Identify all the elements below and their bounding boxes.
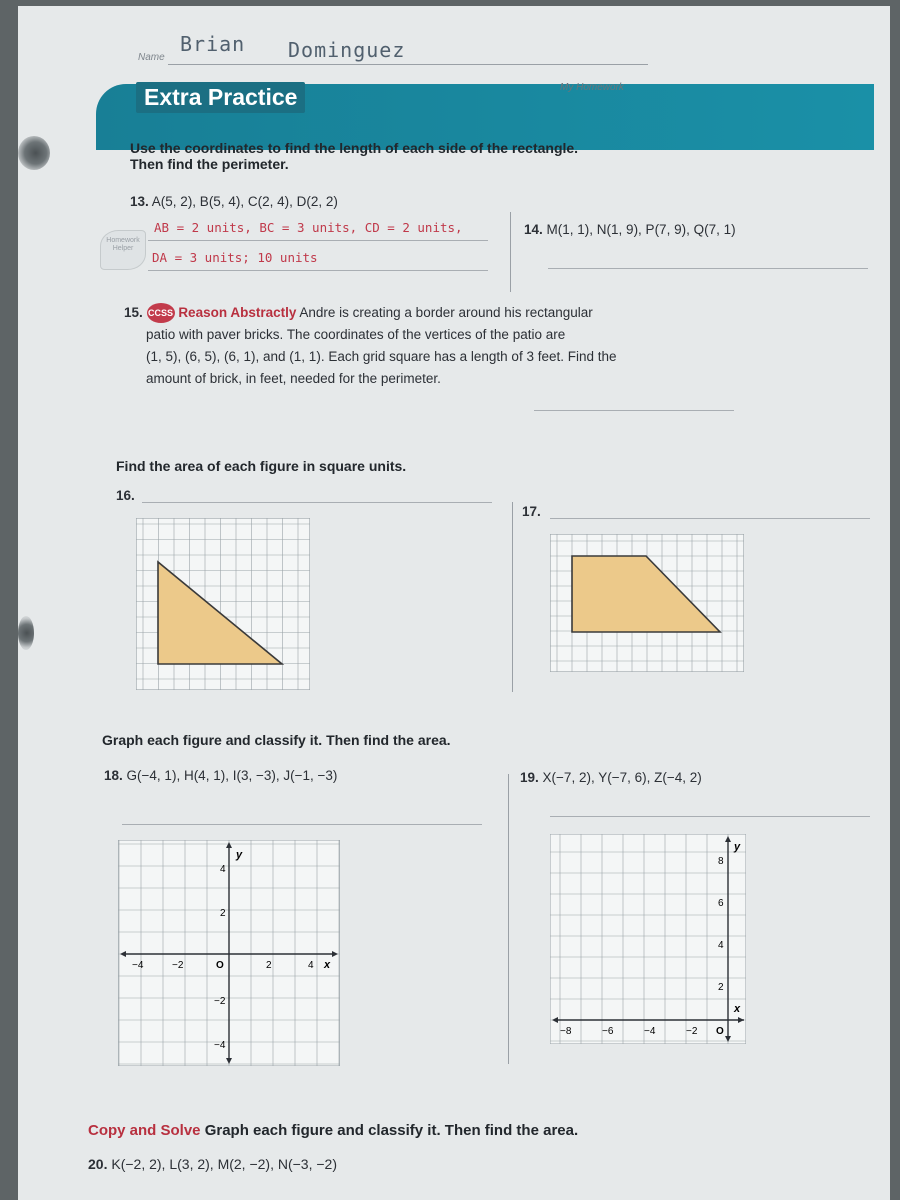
problem-number: 18.	[104, 768, 123, 783]
name-row	[138, 32, 698, 72]
x-tick-label: −6	[602, 1026, 614, 1037]
figure-17-grid	[550, 534, 744, 672]
answer-13-line1: AB = 2 units, BC = 3 units, CD = 2 units,	[154, 220, 463, 235]
answer-13-line2: DA = 3 units; 10 units	[152, 250, 318, 265]
column-divider	[508, 774, 509, 1064]
problem-number: 15.	[124, 305, 143, 320]
instruction-line: Use the coordinates to find the length of each side of the rectangle.	[130, 140, 579, 156]
answer-line	[550, 816, 870, 817]
y-tick-label: 4	[220, 864, 226, 875]
problem-text: patio with paver bricks. The coordinates of the vertices of the patio are	[146, 327, 566, 342]
problem-19	[520, 770, 702, 785]
homework-helper-badge: Homework Helper	[100, 230, 146, 270]
problem-text: G(−4, 1), H(4, 1), I(3, −3), J(−1, −3)	[126, 768, 338, 783]
answer-line	[142, 502, 492, 503]
instruction-text: Graph each figure and classify it. Then find the area.	[204, 1122, 579, 1139]
answer-line	[548, 268, 868, 269]
problem-17-number: 17.	[522, 504, 541, 519]
x-tick-label: −8	[560, 1026, 572, 1037]
problem-20	[88, 1156, 337, 1172]
problem-18	[104, 768, 337, 783]
copy-and-solve-instruction	[88, 1122, 578, 1139]
y-tick-label: −4	[214, 1040, 226, 1051]
x-tick-label: −2	[172, 960, 184, 971]
student-last-name: Dominguez	[288, 38, 406, 62]
problem-16-number: 16.	[116, 488, 135, 503]
column-divider	[512, 502, 513, 692]
name-label: Name	[138, 52, 165, 63]
origin-label: O	[716, 1026, 724, 1037]
figure-16-grid	[136, 518, 310, 690]
problem-14	[524, 222, 736, 237]
copy-and-solve-label: Copy and Solve	[88, 1122, 201, 1139]
y-tick-label: 2	[718, 982, 724, 993]
answer-line	[148, 270, 488, 271]
banner-title: Extra Practice	[136, 82, 305, 113]
grid-frame	[550, 834, 746, 1044]
student-first-name: Brian	[180, 32, 246, 56]
origin-label: O	[216, 960, 224, 971]
problem-number: 14.	[524, 222, 543, 237]
problem-text: amount of brick, in feet, needed for the perimeter.	[146, 371, 441, 386]
homework-label: My Homework	[560, 82, 624, 93]
y-tick-label: 2	[220, 908, 226, 919]
binder-hole	[18, 136, 50, 170]
instruction-area: Find the area of each figure in square units.	[116, 458, 407, 474]
column-divider	[510, 212, 511, 292]
problem-text: K(−2, 2), L(3, 2), M(2, −2), N(−3, −2)	[111, 1156, 337, 1172]
problem-number: 13.	[130, 194, 149, 209]
x-axis-label: x	[734, 1003, 741, 1015]
x-tick-label: −4	[132, 960, 144, 971]
name-line	[168, 64, 648, 65]
binder-hole	[18, 616, 34, 650]
y-axis-label: y	[734, 841, 741, 853]
problem-text: Andre is creating a border around his rectangular	[299, 305, 593, 320]
graph-19-coordinate-plane	[550, 834, 746, 1044]
y-axis-label: y	[236, 849, 243, 861]
problem-13	[130, 194, 338, 209]
answer-line	[534, 410, 734, 411]
answer-line	[122, 824, 482, 825]
y-tick-label: 6	[718, 898, 724, 909]
x-tick-label: 4	[308, 960, 314, 971]
x-tick-label: −2	[686, 1026, 698, 1037]
answer-line	[550, 518, 870, 519]
instruction-line: Then find the perimeter.	[130, 156, 289, 172]
instruction-graph: Graph each figure and classify it. Then find the area.	[102, 732, 451, 748]
answer-line	[148, 240, 488, 241]
problem-text: M(1, 1), N(1, 9), P(7, 9), Q(7, 1)	[546, 222, 736, 237]
y-tick-label: 4	[718, 940, 724, 951]
problem-text: (1, 5), (6, 5), (6, 1), and (1, 1). Each grid square has a length of 3 feet. Find the	[146, 349, 617, 364]
problem-title: Reason Abstractly	[178, 305, 297, 320]
problem-15	[124, 302, 744, 390]
problem-number: 19.	[520, 770, 539, 785]
problem-text: X(−7, 2), Y(−7, 6), Z(−4, 2)	[542, 770, 702, 785]
graph-18-coordinate-plane	[118, 840, 340, 1066]
ccss-badge: CCSS	[147, 303, 175, 323]
worksheet-page	[18, 6, 890, 1200]
y-tick-label: 8	[718, 856, 724, 867]
y-tick-label: −2	[214, 996, 226, 1007]
problem-text: A(5, 2), B(5, 4), C(2, 4), D(2, 2)	[151, 194, 338, 209]
problem-number: 20.	[88, 1156, 108, 1172]
x-axis-label: x	[324, 959, 331, 971]
instruction-coordinates	[130, 140, 578, 172]
x-tick-label: 2	[266, 960, 272, 971]
x-tick-label: −4	[644, 1026, 656, 1037]
